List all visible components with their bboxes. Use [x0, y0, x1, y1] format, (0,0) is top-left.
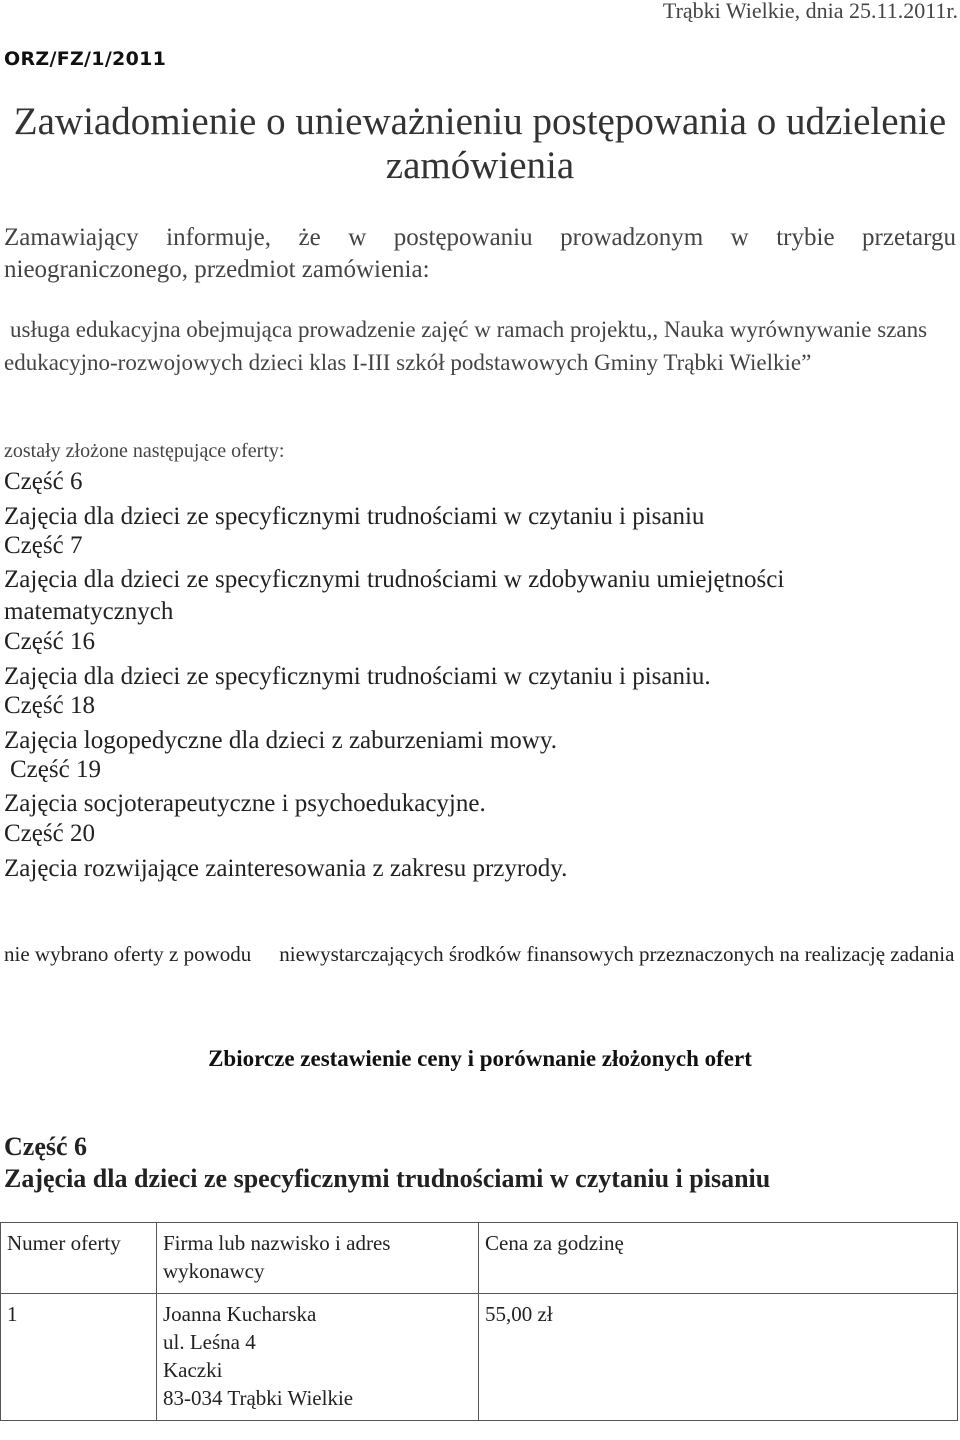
part-label: Część 19 — [10, 756, 101, 783]
document-title: Zawiadomienie o unieważnieniu postępowania o udzielenie zamówienia — [13, 100, 947, 187]
address-line: ul. Leśna 4 — [163, 1330, 256, 1354]
part-label: Część 6 — [4, 468, 83, 495]
offers-intro: zostały złożone następujące oferty: — [4, 440, 285, 462]
reference-number: ORZ/FZ/1/2011 — [4, 48, 167, 70]
address-line: Kaczki — [163, 1358, 223, 1382]
offer-number: 1 — [1, 1294, 157, 1421]
part-label: Część 18 — [4, 692, 95, 719]
header-offer-number: Numer oferty — [1, 1223, 157, 1294]
reason-text-1: nie wybrano oferty z powodu — [4, 942, 252, 966]
reason-text-2: niewystarczających środków finansowych przeznaczonych na realizację zadania — [279, 942, 955, 966]
summary-title: Zbiorcze zestawienie ceny i porównanie złożonych ofert — [208, 1046, 752, 1071]
part-description: Zajęcia dla dzieci ze specyficznymi trudnościami w zdobywaniu umiejętności matematycznych — [4, 566, 785, 625]
part-label: Część 20 — [4, 820, 95, 847]
summary-part-description: Zajęcia dla dzieci ze specyficznymi trudnościami w czytaniu i pisaniu — [4, 1164, 771, 1193]
contractor-name: Joanna Kucharska — [163, 1302, 317, 1326]
offer-price: 55,00 zł — [479, 1294, 958, 1421]
document-date: Trąbki Wielkie, dnia 25.11.2011r. — [662, 0, 958, 23]
rejection-reason — [4, 940, 956, 968]
header-contractor: Firma lub nazwisko i adres wykonawcy — [157, 1223, 479, 1294]
offers-table — [0, 1222, 958, 1421]
header-price: Cena za godzinę — [479, 1223, 958, 1294]
summary-part-label: Część 6 — [4, 1132, 88, 1161]
part-label: Część 16 — [4, 628, 95, 655]
contractor-cell — [157, 1294, 479, 1421]
table-row — [1, 1294, 958, 1421]
part-description: Zajęcia rozwijające zainteresowania z zakresu przyrody. — [4, 855, 568, 882]
part-label: Część 7 — [4, 532, 83, 559]
table-header-row — [1, 1223, 958, 1294]
intro-paragraph: Zamawiający informuje, że w postępowaniu prowadzonym w trybie przetargu nieograniczonego, przedmiot zamówienia: — [4, 224, 956, 283]
part-description: Zajęcia dla dzieci ze specyficznymi trudnościami w czytaniu i pisaniu. — [4, 663, 711, 690]
service-description — [4, 313, 956, 379]
service-text: usługa edukacyjna obejmująca prowadzenie zajęć w ramach projektu,, Nauka wyrównywanie szans edukacyjno-rozwojowych dzieci klas I-III szkół podstawowych Gminy Trąbki Wielkie” — [4, 317, 928, 375]
part-description: Zajęcia dla dzieci ze specyficznymi trudnościami w czytaniu i pisaniu — [4, 503, 705, 530]
part-description: Zajęcia logopedyczne dla dzieci z zaburzeniami mowy. — [4, 727, 557, 754]
address-line: 83-034 Trąbki Wielkie — [163, 1386, 354, 1410]
part-description: Zajęcia socjoterapeutyczne i psychoedukacyjne. — [4, 790, 486, 817]
